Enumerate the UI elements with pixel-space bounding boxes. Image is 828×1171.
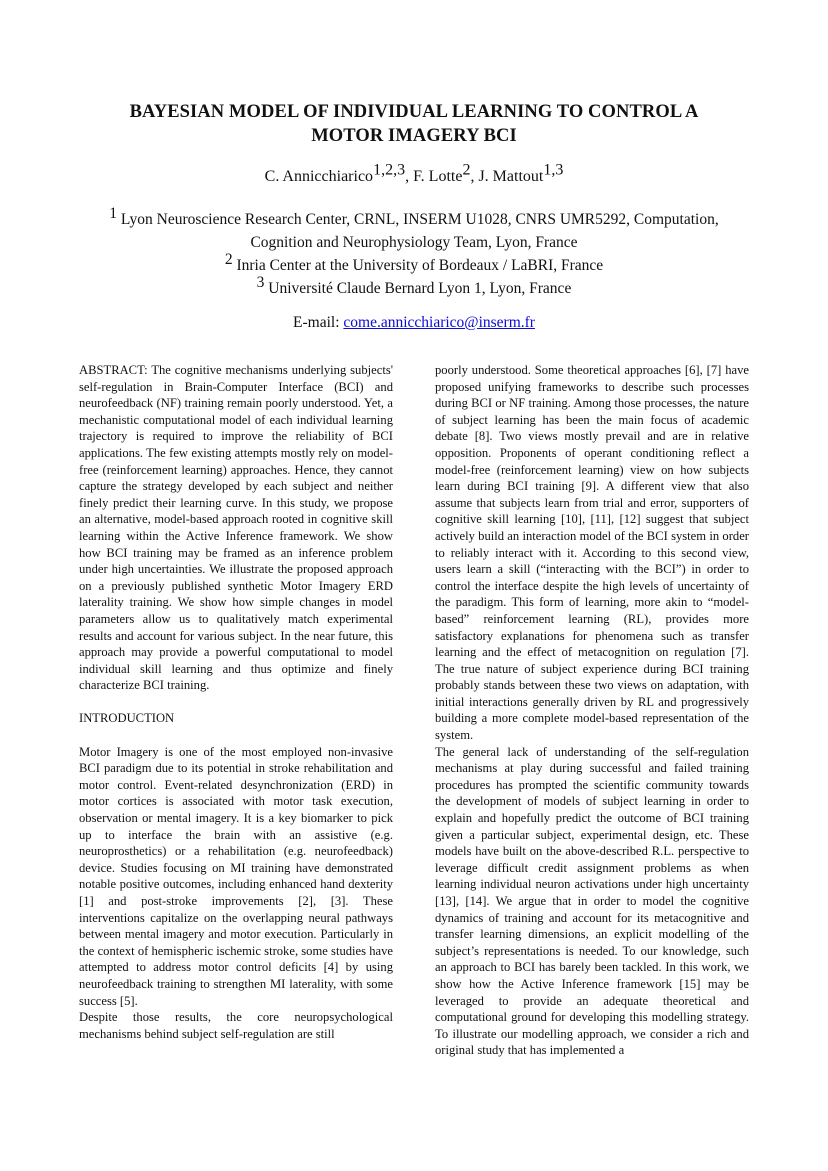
affiliation	[80, 204, 748, 254]
contact-email	[60, 312, 768, 334]
paper-title	[60, 100, 768, 148]
affiliation-marker: 3	[256, 273, 265, 291]
author-name: C. Annicchiarico	[264, 168, 374, 185]
body-paragraph: The general lack of understanding of the self-regulation mechanisms at play during successful and failed training procedures has prompted the scientific community towards the development of models of subject learning in order to explain and hopefully predict the outcome of BCI training given a particular subject, experimental design, etc. These models have built on the above-described R.L. perspective to leverage difficult credit assignment problems as when learning individual neuron activations under high uncertainty [13], [14]. We argue that in order to model the cognitive dynamics of training and account for its metacognitive and transfer learning dimensions, an explicit modelling of the subject’s representations is needed. To our knowledge, such an approach to BCI has barely been tackled. In this work, we show how the Active Inference framework [15] may be leveraged to provide an adequate theoretical and computational ground for developing this modelling strategy. To illustrate our modelling approach, we consider a rich and original study that has implemented a	[435, 744, 749, 1058]
affiliation-text: Inria Center at the University of Bordeaux / LaBRI, France	[236, 257, 604, 274]
affiliation-text: Université Claude Bernard Lyon 1, Lyon, France	[268, 280, 572, 297]
email-label: E-mail:	[293, 314, 344, 331]
affiliation-text: Lyon Neuroscience Research Center, CRNL, INSERM U1028, CNRS UMR5292, Computation, Cognition and Neurophysiology Team, Lyon, France	[120, 211, 719, 251]
affiliation-marker: 1	[109, 204, 118, 222]
affiliation-marker: 2	[224, 250, 233, 268]
author-affiliation-marker: 1,3	[543, 161, 564, 179]
author-affiliation-marker: 1,2,3	[373, 161, 406, 179]
section-heading-introduction: INTRODUCTION	[79, 711, 175, 726]
title-line-1: BAYESIAN MODEL OF INDIVIDUAL LEARNING TO CONTROL A	[129, 102, 699, 122]
author-list: C. Annicchiarico$^{1,2,3}$, F. Lotte$^2$, J. Mattout$^{1,3}$	[264, 161, 564, 185]
title-line-2: MOTOR IMAGERY BCI	[311, 126, 517, 146]
author-name: J. Mattout	[478, 168, 544, 185]
email-link[interactable]: come.annicchiarico@inserm.fr	[343, 314, 535, 331]
affiliation	[80, 273, 748, 300]
abstract: ABSTRACT: The cognitive mechanisms underlying subjects' self-regulation in Brain-Computer Interface (BCI) and neurofeedback (NF) training remain poorly understood. Yet, a mechanistic computational model of each individual learning trajectory is required to improve the reliability of BCI applications. The few existing attempts mostly rely on model-free (reinforcement learning) approaches. Hence, they cannot capture the strategy developed by each subject and neither finely predict their learning curve. In this study, we propose an alternative, model-based approach rooted in cognitive skill learning within the Active Inference framework. We show how BCI training may be framed as an inference problem under high uncertainties. We illustrate the proposed approach on a previously published synthetic Motor Imagery ERD laterality training. We show how simple changes in model parameters allow us to qualitatively match experimental results and account for various subject. In the near future, this approach may provide a powerful computational to model individual skill learning and thus optimize and finely characterize BCI training.	[79, 363, 393, 693]
body-paragraph: poorly understood. Some theoretical approaches [6], [7] have proposed unifying frameworks to describe such processes during BCI or NF training. Among those processes, the nature of subject learning has been the main focus of academic debate [8]. Two views mostly prevail and are in relative opposition. Proponents of operant conditioning reflect a model-free (reinforcement learning) view on how subjects learn during BCI training [9]. A different view that also assume that subjects learn from trial and error, supporters of cognitive skill learning [10], [11], [12] suggest that subject actively build an interaction model of the BCI system in order to reliably interact with it. According to this second view, users learn a skill (“interacting with the BCI”) in order to control the interface despite the high levels of uncertainty of the paradigm. This form of learning, more akin to “model-based” reinforcement learning (RL), provides more satisfactory explanations for phenomena such as transfer learning and the effect of metacognition on regulation [7]. The true nature of subject experience during BCI training probably stands between these two views on adaptation, with initial interactions generally driven by RL and progressively building a more complete model-based representation of the system.	[435, 363, 749, 743]
affiliation-list	[80, 204, 748, 300]
right-column	[435, 362, 749, 1059]
author-name: F. Lotte	[413, 168, 463, 185]
body-paragraph: Despite those results, the core neuropsychological mechanisms behind subject self-regulation are still	[79, 1010, 393, 1041]
body-paragraph: Motor Imagery is one of the most employed non-invasive BCI paradigm due to its potential in stroke rehabilitation and motor control. Event-related desynchronization (ERD) in motor cortices is associated with motor task execution, observation or mental imagery. It is a key biomarker to pick up to interface the brain with an assistive (e.g. neuroprosthetics) or a rehabilitation (e.g. neurofeedback) device. Studies focusing on MI training have demonstrated notable positive outcomes, including enhanced hand dexterity [1] and post-stroke improvements [2], [3]. These interventions capitalize on the overlapping neural pathways between mental imagery and motor execution. Particularly in the context of hemispheric ischemic stroke, some studies have attempted to address motor control deficits [4] by using neurofeedback training to strengthen MI laterality, with some success [5].	[79, 744, 393, 1008]
author-affiliation-marker: 2	[462, 161, 471, 179]
affiliation	[80, 250, 748, 277]
left-column	[79, 362, 393, 1042]
